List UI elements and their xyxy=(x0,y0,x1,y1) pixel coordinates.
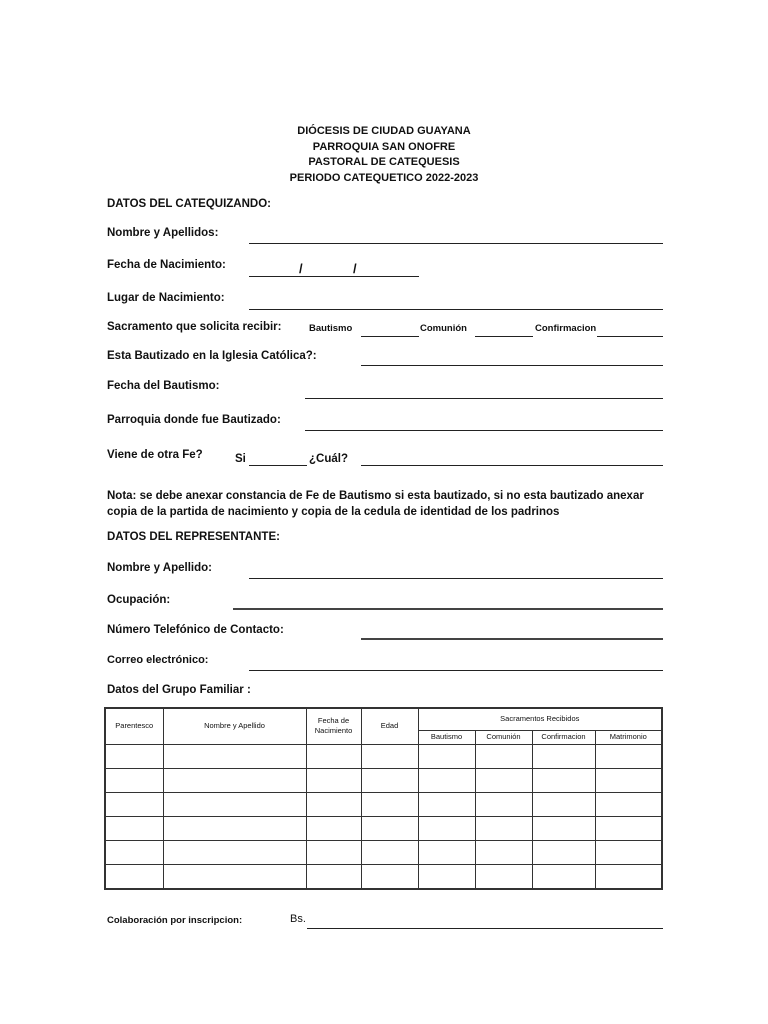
parroquia-bautismo-label: Parroquia donde fue Bautizado: xyxy=(107,414,281,426)
header-period: PERIODO CATEQUETICO 2022-2023 xyxy=(289,172,479,184)
parroquia-bautismo-field[interactable] xyxy=(305,430,663,431)
table-cell[interactable] xyxy=(532,744,595,768)
table-cell[interactable] xyxy=(361,816,418,840)
nota-text: Nota: se debe anexar constancia de Fe de Bautismo si esta bautizado, si no esta bautizado anexar copia de la partida de nacimiento y copia de la cedula de identidad de los padrinos xyxy=(107,490,644,518)
table-cell[interactable] xyxy=(595,768,662,792)
ocupacion-label: Ocupación: xyxy=(107,594,171,606)
cual-label: ¿Cuál? xyxy=(309,453,348,465)
subcol-bautismo: Bautismo xyxy=(418,730,475,744)
table-cell[interactable] xyxy=(105,744,163,768)
table-row xyxy=(105,840,662,864)
option-comunion: Comunión xyxy=(420,323,467,334)
section-catequizando-title: DATOS DEL CATEQUIZANDO: xyxy=(107,198,271,210)
rep-nombre-label: Nombre y Apellido: xyxy=(107,562,212,574)
fecha-nacimiento-field[interactable] xyxy=(249,276,419,277)
table-cell[interactable] xyxy=(163,792,306,816)
bautizado-label: Esta Bautizado en la Iglesia Católica?: xyxy=(107,350,317,362)
telefono-label: Número Telefónico de Contacto: xyxy=(107,624,284,636)
table-cell[interactable] xyxy=(475,792,532,816)
table-cell[interactable] xyxy=(418,816,475,840)
col-parentesco: Parentesco xyxy=(105,708,163,744)
confirmacion-field[interactable] xyxy=(597,336,663,337)
header-diocese: DIÓCESIS DE CIUDAD GUAYANA xyxy=(297,125,471,137)
table-cell[interactable] xyxy=(306,744,361,768)
bautizado-field[interactable] xyxy=(361,365,663,366)
grupo-familiar-label: Datos del Grupo Familiar : xyxy=(107,684,251,696)
table-cell[interactable] xyxy=(475,744,532,768)
table-cell[interactable] xyxy=(475,864,532,889)
header-pastoral: PASTORAL DE CATEQUESIS xyxy=(308,156,460,168)
lugar-nacimiento-field[interactable] xyxy=(249,309,663,310)
section-representante-title: DATOS DEL REPRESENTANTE: xyxy=(107,531,280,543)
si-label: Si xyxy=(235,453,246,465)
table-cell[interactable] xyxy=(306,768,361,792)
comunion-field[interactable] xyxy=(475,336,533,337)
table-cell[interactable] xyxy=(105,792,163,816)
table-cell[interactable] xyxy=(163,744,306,768)
telefono-field[interactable] xyxy=(361,638,663,640)
correo-label: Correo electrónico: xyxy=(107,654,209,666)
table-cell[interactable] xyxy=(306,792,361,816)
table-cell[interactable] xyxy=(418,840,475,864)
table-cell[interactable] xyxy=(418,744,475,768)
colaboracion-label: Colaboración por inscripcion: xyxy=(107,915,243,926)
table-row xyxy=(105,744,662,768)
col-edad: Edad xyxy=(361,708,418,744)
date-separator-2: / xyxy=(353,261,357,276)
table-cell[interactable] xyxy=(418,768,475,792)
table-cell[interactable] xyxy=(105,864,163,889)
subcol-confirmacion: Confirmacion xyxy=(532,730,595,744)
table-cell[interactable] xyxy=(595,744,662,768)
table-cell[interactable] xyxy=(532,840,595,864)
otra-fe-label: Viene de otra Fe? xyxy=(107,449,203,461)
fecha-bautismo-field[interactable] xyxy=(305,398,663,399)
table-row xyxy=(105,792,662,816)
table-cell[interactable] xyxy=(361,744,418,768)
lugar-nacimiento-label: Lugar de Nacimiento: xyxy=(107,292,225,304)
table-cell[interactable] xyxy=(595,792,662,816)
table-cell[interactable] xyxy=(595,840,662,864)
option-bautismo: Bautismo xyxy=(309,323,353,334)
date-separator-1: / xyxy=(299,261,303,276)
table-cell[interactable] xyxy=(418,864,475,889)
table-cell[interactable] xyxy=(595,864,662,889)
table-cell[interactable] xyxy=(532,816,595,840)
currency-label: Bs. xyxy=(290,913,306,925)
grupo-familiar-table xyxy=(104,707,663,890)
bautismo-field[interactable] xyxy=(361,336,419,337)
col-fecha-nacimiento: Fecha de Nacimiento xyxy=(306,708,361,744)
nombre-label: Nombre y Apellidos: xyxy=(107,227,219,239)
col-nombre-apellido: Nombre y Apellido xyxy=(163,708,306,744)
fecha-nacimiento-label: Fecha de Nacimiento: xyxy=(107,259,226,271)
table-cell[interactable] xyxy=(105,768,163,792)
correo-field[interactable] xyxy=(249,670,663,671)
table-row xyxy=(105,816,662,840)
nombre-field[interactable] xyxy=(249,243,663,244)
table-cell[interactable] xyxy=(361,864,418,889)
table-cell[interactable] xyxy=(361,768,418,792)
table-cell[interactable] xyxy=(306,864,361,889)
table-cell[interactable] xyxy=(475,840,532,864)
rep-nombre-field[interactable] xyxy=(249,578,663,579)
ocupacion-field[interactable] xyxy=(233,608,663,610)
cual-field[interactable] xyxy=(361,465,663,466)
table-cell[interactable] xyxy=(475,816,532,840)
table-row xyxy=(105,768,662,792)
table-cell[interactable] xyxy=(105,840,163,864)
table-cell[interactable] xyxy=(361,840,418,864)
table-cell[interactable] xyxy=(163,840,306,864)
table-cell[interactable] xyxy=(306,840,361,864)
table-cell[interactable] xyxy=(532,768,595,792)
fecha-bautismo-label: Fecha del Bautismo: xyxy=(107,380,220,392)
table-cell[interactable] xyxy=(163,768,306,792)
subcol-comunion: Comunión xyxy=(475,730,532,744)
table-cell[interactable] xyxy=(105,816,163,840)
si-field[interactable] xyxy=(249,465,307,466)
col-sacramentos-recibidos: Sacramentos Recibidos xyxy=(418,708,662,730)
option-confirmacion: Confirmacion xyxy=(535,323,597,334)
subcol-matrimonio: Matrimonio xyxy=(595,730,662,744)
table-cell[interactable] xyxy=(418,792,475,816)
header-parish: PARROQUIA SAN ONOFRE xyxy=(312,141,456,153)
table-cell[interactable] xyxy=(532,792,595,816)
table-row xyxy=(105,864,662,889)
colaboracion-field[interactable] xyxy=(307,928,663,929)
table-cell[interactable] xyxy=(163,864,306,889)
table-cell[interactable] xyxy=(475,768,532,792)
table-cell[interactable] xyxy=(306,816,361,840)
sacramento-label: Sacramento que solicita recibir: xyxy=(107,321,282,333)
table-cell[interactable] xyxy=(163,816,306,840)
table-cell[interactable] xyxy=(532,864,595,889)
table-cell[interactable] xyxy=(595,816,662,840)
table-cell[interactable] xyxy=(361,792,418,816)
